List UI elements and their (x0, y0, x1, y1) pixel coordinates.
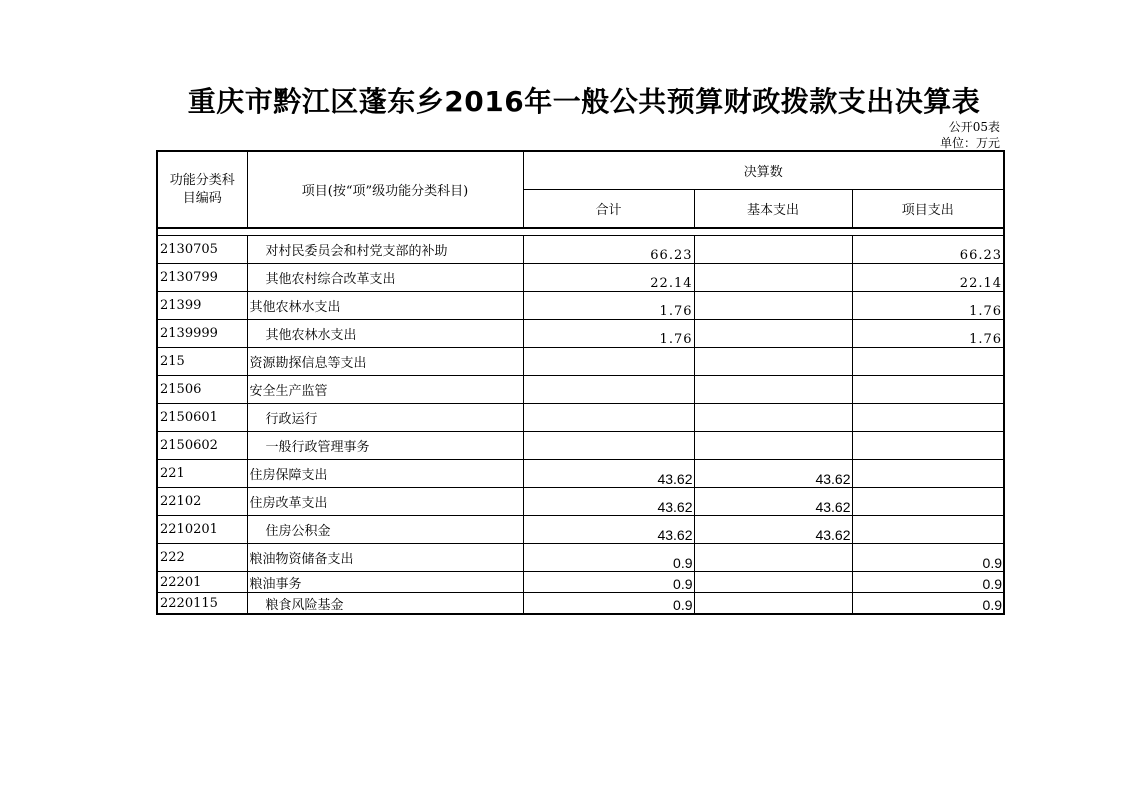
cell-basic (694, 264, 852, 292)
cell-total: 22.14 (523, 264, 694, 292)
cell-code: 2210201 (157, 516, 247, 544)
cell-name: 一般行政管理事务 (247, 432, 523, 460)
cell-name: 其他农林水支出 (247, 292, 523, 320)
table-row (157, 236, 1004, 264)
table-row (157, 292, 1004, 320)
cell-basic (694, 376, 852, 404)
cell-total: 0.9 (523, 572, 694, 593)
cell-name: 安全生产监管 (247, 376, 523, 404)
cell-total: 1.76 (523, 292, 694, 320)
cell-name: 粮油物资储备支出 (247, 544, 523, 572)
cell-name: 住房改革支出 (247, 488, 523, 516)
cell-basic (694, 544, 852, 572)
cell-name: 其他农林水支出 (247, 320, 523, 348)
cell-basic (694, 292, 852, 320)
table-row (157, 572, 1004, 593)
cell-code: 2150602 (157, 432, 247, 460)
cell-total: 43.62 (523, 488, 694, 516)
cell-project (852, 516, 1004, 544)
table-row (157, 544, 1004, 572)
cell-project: 0.9 (852, 572, 1004, 593)
cell-total (523, 348, 694, 376)
table-row (157, 432, 1004, 460)
cell-total: 43.62 (523, 460, 694, 488)
cell-code: 22102 (157, 488, 247, 516)
cell-code: 2130705 (157, 236, 247, 264)
cell-project (852, 460, 1004, 488)
cell-project: 66.23 (852, 236, 1004, 264)
form-number: 公开05表 (948, 120, 1000, 134)
cell-name: 粮油事务 (247, 572, 523, 593)
cell-basic: 43.62 (694, 516, 852, 544)
cell-project: 22.14 (852, 264, 1004, 292)
table-row (157, 593, 1004, 615)
cell-total: 66.23 (523, 236, 694, 264)
header-code: 功能分类科目编码 (157, 151, 247, 228)
cell-basic: 43.62 (694, 488, 852, 516)
cell-code: 2130799 (157, 264, 247, 292)
header-project: 项目支出 (852, 189, 1004, 228)
unit-label: 单位：万元 (939, 136, 1000, 150)
cell-code: 21506 (157, 376, 247, 404)
cell-total (523, 432, 694, 460)
table-row (157, 264, 1004, 292)
cell-basic: 43.62 (694, 460, 852, 488)
cell-project: 1.76 (852, 292, 1004, 320)
cell-project (852, 432, 1004, 460)
cell-project (852, 376, 1004, 404)
cell-basic (694, 320, 852, 348)
cell-project: 0.9 (852, 544, 1004, 572)
table-row (157, 404, 1004, 432)
cell-basic (694, 348, 852, 376)
cell-code: 215 (157, 348, 247, 376)
cell-name: 粮食风险基金 (247, 593, 523, 615)
cell-code: 2150601 (157, 404, 247, 432)
cell-basic (694, 236, 852, 264)
cell-name: 对村民委员会和村党支部的补助 (247, 236, 523, 264)
cell-name: 住房保障支出 (247, 460, 523, 488)
table-row (157, 516, 1004, 544)
cell-code: 221 (157, 460, 247, 488)
table-row (157, 348, 1004, 376)
header-total: 合计 (523, 189, 694, 228)
cell-total: 1.76 (523, 320, 694, 348)
cell-basic (694, 593, 852, 615)
cell-project: 1.76 (852, 320, 1004, 348)
cell-project: 0.9 (852, 593, 1004, 615)
table-row (157, 376, 1004, 404)
header-item: 项目(按“项”级功能分类科目) (247, 151, 523, 228)
cell-total (523, 376, 694, 404)
table-body (157, 236, 1004, 615)
cell-total (523, 404, 694, 432)
cell-name: 行政运行 (247, 404, 523, 432)
cell-basic (694, 432, 852, 460)
cell-project (852, 488, 1004, 516)
cell-total: 0.9 (523, 593, 694, 615)
header-settlement: 决算数 (523, 151, 1004, 189)
table-row (157, 460, 1004, 488)
cell-project (852, 348, 1004, 376)
page-title: 重庆市黔江区蓬东乡2016年一般公共预算财政拨款支出决算表 (187, 85, 981, 118)
table-row (157, 320, 1004, 348)
cell-code: 2220115 (157, 593, 247, 615)
header-basic: 基本支出 (694, 189, 852, 228)
cell-code: 222 (157, 544, 247, 572)
cell-basic (694, 572, 852, 593)
cell-name: 其他农村综合改革支出 (247, 264, 523, 292)
cell-code: 2139999 (157, 320, 247, 348)
expenditure-table (156, 150, 1005, 615)
cell-name: 资源勘探信息等支出 (247, 348, 523, 376)
cell-basic (694, 404, 852, 432)
table-row (157, 488, 1004, 516)
cell-total: 0.9 (523, 544, 694, 572)
cell-project (852, 404, 1004, 432)
cell-code: 21399 (157, 292, 247, 320)
cell-code: 22201 (157, 572, 247, 593)
cell-name: 住房公积金 (247, 516, 523, 544)
cell-total: 43.62 (523, 516, 694, 544)
